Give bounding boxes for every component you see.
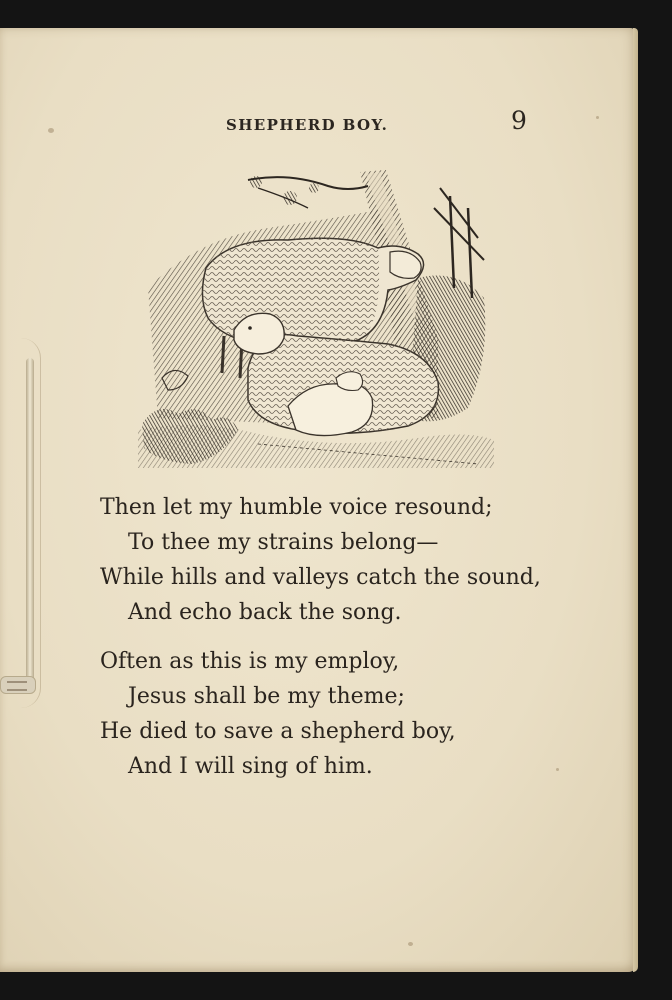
- page-fold: [0, 338, 41, 708]
- stanza: [100, 644, 560, 784]
- paper-speck: [48, 128, 54, 133]
- paper-speck: [408, 942, 413, 946]
- poem: [100, 490, 560, 798]
- poem-line: He died to save a shepherd boy,: [100, 719, 456, 744]
- page-edge: [633, 28, 638, 972]
- binding-thread: [26, 358, 34, 688]
- sheep-engraving-icon: [138, 168, 494, 474]
- poem-line: And echo back the song.: [128, 600, 402, 625]
- paper-speck: [596, 116, 599, 119]
- poem-line: Then let my humble voice resound;: [100, 495, 493, 520]
- binding-knot: [0, 676, 36, 694]
- poem-line: Often as this is my employ,: [100, 649, 400, 674]
- poem-line: To thee my strains belong—: [128, 530, 439, 555]
- poem-line: Jesus shall be my theme;: [128, 684, 405, 709]
- poem-line: While hills and valleys catch the sound,: [100, 565, 541, 590]
- binding-stitch: [0, 338, 44, 708]
- poem-line: And I will sing of him.: [128, 754, 373, 779]
- stanza: [100, 490, 560, 630]
- running-title: SHEPHERD BOY.: [226, 116, 389, 134]
- page-number: 9: [511, 106, 527, 135]
